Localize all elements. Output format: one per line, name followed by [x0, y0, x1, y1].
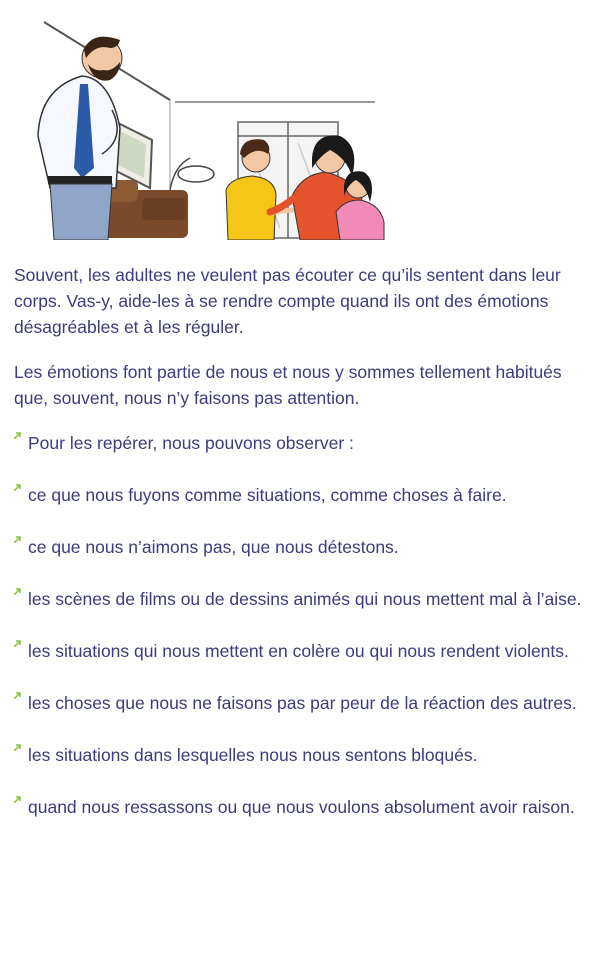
- list-item-text: ce que nous fuyons comme situations, comme choses à faire.: [28, 485, 507, 505]
- list-item: [14, 586, 599, 612]
- list-item-text: les situations qui nous mettent en colère ou qui nous rendent violents.: [28, 641, 569, 661]
- list-item: [14, 482, 599, 508]
- bullet-arrow-icon: [14, 432, 21, 439]
- list-item-text: Pour les repérer, nous pouvons observer :: [28, 433, 354, 453]
- father-figure: [38, 37, 122, 240]
- bullet-arrow-icon: [14, 588, 21, 595]
- list-item-text: quand nous ressassons ou que nous voulons absolument avoir raison.: [28, 797, 575, 817]
- bullet-arrow-icon: [14, 484, 21, 491]
- list-item: [14, 794, 599, 820]
- bullet-arrow-icon: [14, 536, 21, 543]
- list-item: [14, 638, 599, 664]
- list-item-text: les scènes de films ou de dessins animés qui nous mettent mal à l’aise.: [28, 589, 582, 609]
- bullet-arrow-icon: [14, 640, 21, 647]
- bullet-arrow-icon: [14, 744, 21, 751]
- list-item: [14, 534, 599, 560]
- list-item-text: les situations dans lesquelles nous nous sentons bloqués.: [28, 745, 478, 765]
- bullet-arrow-icon: [14, 692, 21, 699]
- list-item: [14, 430, 599, 456]
- observation-list: [14, 430, 599, 846]
- list-item-text: les choses que nous ne faisons pas par peur de la réaction des autres.: [28, 693, 577, 713]
- list-item: [14, 742, 599, 768]
- bullet-arrow-icon: [14, 796, 21, 803]
- list-item: [14, 690, 599, 716]
- intro-paragraph-1: Souvent, les adultes ne veulent pas écouter ce qu’ils sentent dans leur corps. Vas-y, aide-les à se rendre compte quand ils ont des émotions désagréables et à les réguler.: [14, 265, 561, 337]
- family-illustration: [30, 18, 400, 240]
- list-item-text: ce que nous n’aimons pas, que nous détestons.: [28, 537, 399, 557]
- intro-paragraph-2: Les émotions font partie de nous et nous y sommes tellement habitués que, souvent, nous n’y faisons pas attention.: [14, 362, 562, 408]
